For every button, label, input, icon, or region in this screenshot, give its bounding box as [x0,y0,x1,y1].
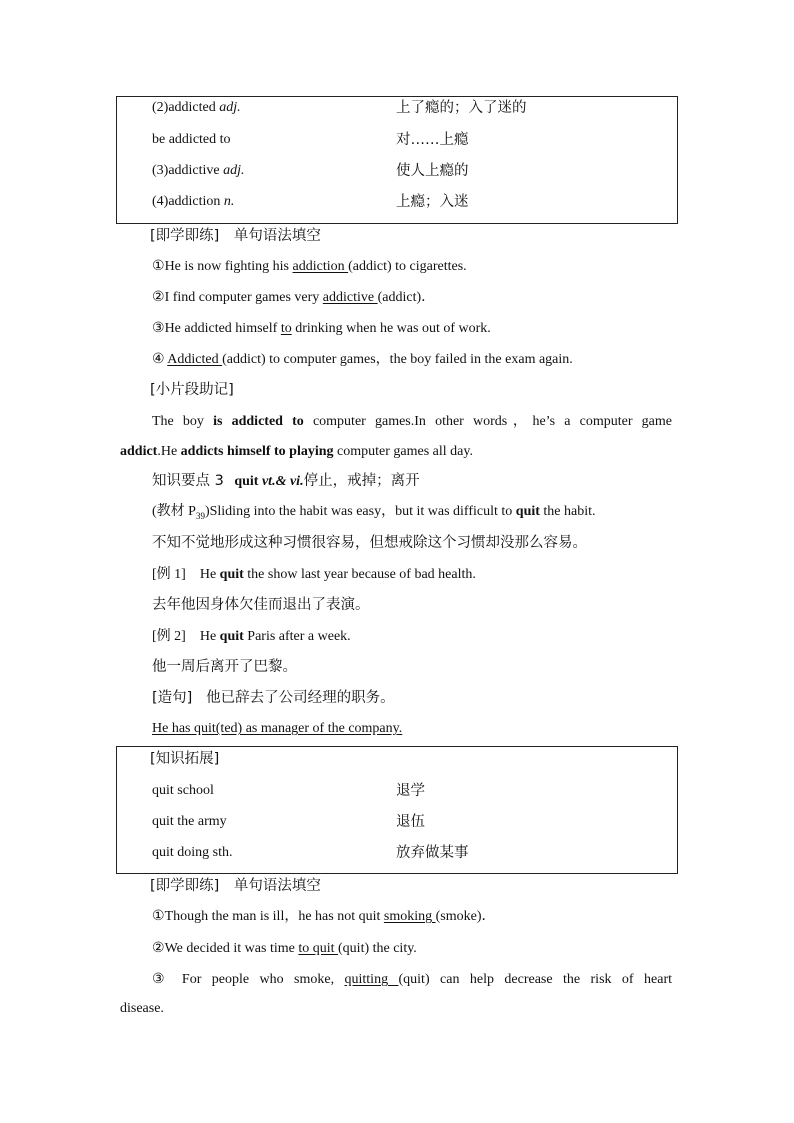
make-sentence: [造句] 他已辞去了公司经理的职务。 [152,690,395,706]
example-2: [例 2] He quit Paris after a week. [152,629,351,644]
table-row: quit school [152,783,214,798]
answer-blank[interactable]: Addicted [167,352,223,367]
table-row: (3)addictive adj. [152,163,245,178]
answer-blank[interactable]: quitting [344,972,399,987]
table-cell-cn: 使人上瘾的 [396,163,469,179]
answer-blank[interactable]: addictive [322,290,378,305]
expansion-heading: [知识拓展] [150,751,220,767]
source-translation: 不知不觉地形成这种习惯很容易，但想戒除这个习惯却没那么容易。 [152,535,587,551]
exercise-item: ③ For people who smoke, quitting (quit) can help decrease the risk of heart [152,972,672,987]
table-cell-cn: 退伍 [396,814,425,830]
table-cell-cn: 上瘾；入迷 [396,194,469,210]
exercise-item: ①He is now fighting his addiction (addict) to cigarettes. [152,259,467,274]
exercise-item: ②I find computer games very addictive (addict)． [152,290,436,305]
exercise-item: ④ Addicted (addict) to computer games，the boy failed in the exam again. [152,352,573,367]
exercise-item-continuation: disease. [120,1001,164,1016]
example-1-translation: 去年他因身体欠佳而退出了表演。 [152,597,370,613]
textbook-source: (教材 $P_{39})Sliding$ into the habit was easy，but it was difficult to quit the habit. [152,504,596,521]
practice-heading: [即学即练] 单句语法填空 [150,878,321,894]
example-1: [例 1] He quit the show last year because of bad health. [152,567,476,582]
table-cell-cn: 对……上瘾 [396,132,469,148]
answer-blank[interactable]: to [280,321,292,336]
table-row: quit doing sth. [152,845,233,860]
practice-heading: [即学即练] 单句语法填空 [150,228,321,244]
memory-line-1: The boy is addicted to computer games.In other words，he’s a computer game [152,414,672,429]
answer-blank[interactable]: addiction [292,259,349,274]
memory-heading: [小片段助记] [150,382,234,398]
answer-blank[interactable]: to quit [298,941,339,956]
exercise-item: ③He addicted himself to drinking when he was out of work. [152,321,491,336]
table-row: be addicted to [152,132,231,147]
exercise-item: ①Though the man is ill，he has not quit smoking (smoke)． [152,909,496,924]
table-row: quit the army [152,814,227,829]
memory-line-2: addict.He addicts himself to playing computer games all day. [120,444,473,459]
answer-blank[interactable]: smoking [383,909,436,924]
table-row: (4)addiction n. [152,194,235,209]
example-2-translation: 他一周后离开了巴黎。 [152,659,297,675]
knowledge-point-heading: 知识要点 3 quit vt.& vi.停止，戒掉；离开 [152,473,420,489]
table-cell-cn: 上了瘾的；入了迷的 [396,100,527,116]
make-sentence-answer[interactable]: He has quit(ted) as manager of the company. [152,721,403,736]
table-cell-cn: 退学 [396,783,425,799]
table-row: (2)addicted adj. [152,100,241,115]
exercise-item: ②We decided it was time to quit (quit) the city. [152,941,417,956]
table-cell-cn: 放弃做某事 [396,845,469,861]
